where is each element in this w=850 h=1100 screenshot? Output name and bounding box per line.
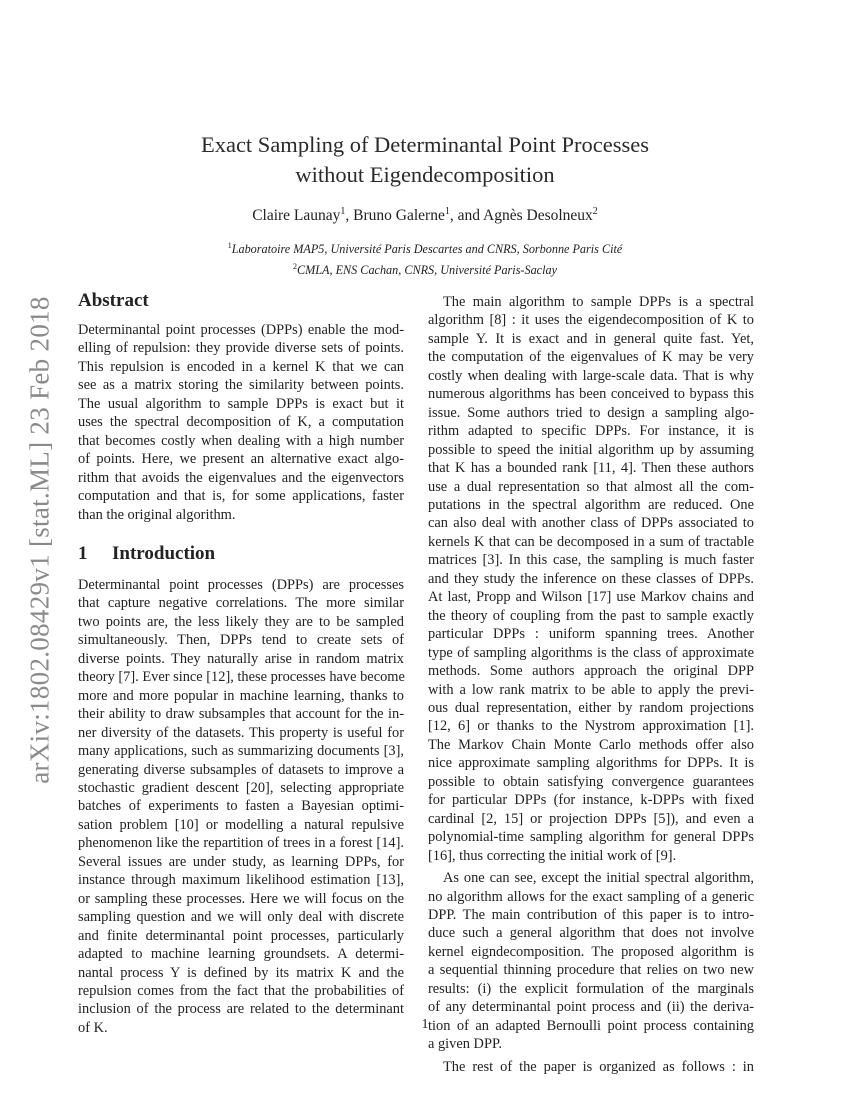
paper-title [0, 130, 850, 190]
author-name: Bruno Galerne [353, 207, 445, 225]
text-line: nantal process Y is defined by its matrix K and the [78, 964, 404, 981]
affiliation-mark: 1 [227, 241, 232, 250]
text-line: DPP. The main contribution of this paper is to intro- [428, 906, 754, 923]
text-line: elling of repulsion: they provide diverse sets of points. [78, 340, 404, 357]
text-line: type of sampling algorithms is the class of approximate [428, 644, 754, 661]
text-line: sample Y. It is exact and in general quite fast. Yet, [428, 330, 754, 347]
text-line: or sampling these processes. Here we will focus on the [78, 890, 404, 907]
paragraph [78, 321, 404, 524]
text-line: possible to speed the initial algorithm up by assuming [428, 441, 754, 458]
text-line: costly when dealing with large-scale data. That is why [428, 367, 754, 384]
title-line-1: Exact Sampling of Determinantal Point Processes [200, 132, 650, 157]
text-line: polynomial-time sampling algorithm for general DPPs [428, 829, 754, 846]
text-line: This repulsion is encoded in a kernel K that we can [78, 358, 404, 375]
text-line: uses the spectral decomposition of K, a computation [78, 414, 404, 431]
arxiv-identifier-stamp: arXiv:1802.08429v1 [stat.ML] 23 Feb 2018 [24, 296, 55, 784]
title-line-2: without Eigendecomposition [295, 162, 555, 187]
text-line: and they study the inference on these classes of DPPs. [428, 570, 754, 587]
text-line: that K has a bounded rank [11, 4]. Then these authors [428, 460, 754, 477]
text-line: Several issues are under study, as learning DPPs, for [78, 853, 404, 870]
affiliation-mark: 2 [592, 206, 598, 217]
text-line: results: (i) the explicit formulation of the marginals [428, 980, 754, 997]
text-line: possible to obtain satisfying convergence guarantees [428, 773, 754, 790]
text-line: the computation of the eigenvalues of K may be very [428, 349, 754, 366]
text-line: diverse points. They naturally arise in random matrix [78, 650, 404, 667]
text-line: kernels K that can be decomposed in a sum of tractable [428, 533, 754, 550]
text-line: more and more popular in machine learning, thanks to [78, 687, 404, 704]
text-line: phenomenon like the repartition of trees in a forest [14]. [78, 835, 404, 852]
author-separator: , [345, 207, 354, 225]
text-line: repulsion comes from the fact that the probabilities of [78, 982, 404, 999]
text-line: with a low rank matrix to be able to apply the previ- [428, 681, 754, 698]
text-line: The main algorithm to sample DPPs is a spectral [443, 294, 754, 310]
section-title: Introduction [112, 543, 216, 564]
text-line: methods. Some authors approach the original DPP [428, 663, 754, 680]
affiliation [0, 258, 850, 279]
text-line: of points. Here, we present an alternative exact algo- [78, 451, 404, 468]
text-line: see as a matrix storing the similarity between points. [78, 377, 404, 394]
introduction-body [78, 576, 404, 1041]
paragraph [78, 576, 404, 1037]
text-line: computation and that is, for some applications, faster [78, 488, 404, 505]
text-line: generating diverse subsamples of datasets to improve a [78, 761, 404, 778]
text-line: rithm that avoids the eigenvalues and the eigenvectors [78, 469, 404, 486]
text-line: [16], thus correcting the initial work of [9]. [428, 847, 677, 864]
text-line: kernel eigndecomposition. The proposed algorithm is [428, 943, 754, 960]
text-line: the theory of coupling from the past to sample exactly [428, 607, 754, 624]
affiliation [0, 237, 850, 258]
text-line: matrices [3]. In this case, the sampling is much faster [428, 552, 754, 569]
text-line: rithm adapted to specific DPPs. For instance, it is [428, 423, 754, 440]
text-line: that capture negative correlations. The more similar [78, 595, 404, 612]
text-line: that becomes costly when dealing with a high number [78, 432, 404, 449]
author-name: Agnès Desolneux [483, 207, 593, 225]
text-line: two points are, the less likely they are to be sampled [78, 613, 404, 630]
text-line: adapted to machine learning groundsets. A determi- [78, 946, 404, 963]
text-line: issue. Some authors tried to design a sampling algo- [428, 404, 754, 421]
text-line: The rest of the paper is organized as follows : in [443, 1058, 754, 1075]
text-line: nice approximate sampling algorithms for DPPs. It is [428, 755, 754, 772]
text-line: and finite determinantal point processes, particularly [78, 927, 404, 944]
text-line: simultaneously. Then, DPPs tend to create sets of [78, 632, 404, 649]
text-line: algorithm [8] : it uses the eigendecomposition of K to [428, 312, 754, 329]
text-line: The Markov Chain Monte Carlo methods offer also [428, 736, 754, 753]
author-separator: , and [449, 207, 484, 225]
text-line: ous dual representation, either by random projections [428, 699, 754, 716]
text-line: theory [7]. Ever since [12], these processes have become [78, 669, 405, 686]
text-line: tion of an adapted Bernoulli point process containing [428, 1017, 754, 1034]
paragraph [428, 293, 754, 865]
text-line: The usual algorithm to sample DPPs is exact but it [78, 395, 404, 412]
paragraph [428, 1058, 754, 1076]
text-line: no algorithm allows for the exact sampling of a generic [428, 888, 754, 905]
text-line: Determinantal point processes (DPPs) are processes [78, 577, 404, 593]
author-name: Claire Launay [252, 207, 341, 225]
text-line: inclusion of the process are related to the determinant [78, 1001, 404, 1018]
abstract-heading: Abstract [78, 290, 149, 311]
text-line: duce such a general algorithm that does not involve [428, 925, 754, 942]
text-line: batches of experiments to fasten a Bayesian optimi- [78, 798, 404, 815]
text-line: particular DPPs : uniform spanning trees. Another [428, 626, 754, 643]
affiliations [0, 237, 850, 279]
text-line: a sequential thinning procedure that relies on two new [428, 962, 754, 979]
text-line: sation problem [10] or modelling a natural repulsive [78, 816, 404, 833]
right-column-body [428, 293, 754, 1080]
text-line: numerous algorithms has been conceived to bypass this [428, 386, 754, 403]
text-line: At last, Propp and Wilson [17] use Markov chains and [428, 589, 754, 606]
text-line: Determinantal point processes (DPPs) enable the mod- [78, 322, 404, 338]
text-line: cardinal [2, 15] or projection DPPs [5]), and even a [428, 810, 754, 827]
text-line: As one can see, except the initial spectral algorithm, [443, 870, 754, 887]
text-line: instance through maximum likelihood estimation [13], [78, 872, 404, 889]
section-heading-introduction [78, 543, 215, 565]
affiliation-text: Laboratoire MAP5, Université Paris Descartes and CNRS, Sorbonne Paris Cité [231, 242, 623, 257]
text-line: a given DPP. [428, 1036, 502, 1053]
text-line: their ability to draw subsamples that account for the in- [78, 706, 404, 723]
author-list [0, 206, 850, 225]
text-line: can also deal with another class of DPPs associated to [428, 515, 754, 532]
abstract-body [78, 321, 404, 528]
text-line: use a dual representation so that almost all the com- [428, 478, 754, 495]
affiliation-text: CMLA, ENS Cachan, CNRS, Université Paris-Saclay [297, 263, 557, 278]
affiliation-mark: 1 [444, 206, 450, 217]
affiliation-mark: 1 [340, 206, 346, 217]
text-line: than the original algorithm. [78, 506, 236, 523]
text-line: sampling question and we will only deal with discrete [78, 909, 404, 926]
text-line: putations in the spectral algorithm are reduced. One [428, 496, 754, 513]
affiliation-mark: 2 [293, 262, 297, 272]
text-line: of K. [78, 1019, 108, 1036]
text-line: ner diversity of the datasets. This property is useful for [78, 724, 404, 741]
text-line: stochastic gradient descent [20], selecting appropriate [78, 779, 404, 796]
text-line: for particular DPPs (for instance, k-DPPs with fixed [428, 792, 754, 809]
section-number: 1 [78, 543, 88, 564]
text-line: of any determinantal point process and (ii) the deriva- [428, 999, 754, 1016]
page-number: 1 [421, 1017, 429, 1032]
text-line: many applications, such as summarizing documents [3], [78, 743, 404, 760]
text-line: [12, 6] or thanks to the Nystrom approximation [1]. [428, 718, 754, 735]
